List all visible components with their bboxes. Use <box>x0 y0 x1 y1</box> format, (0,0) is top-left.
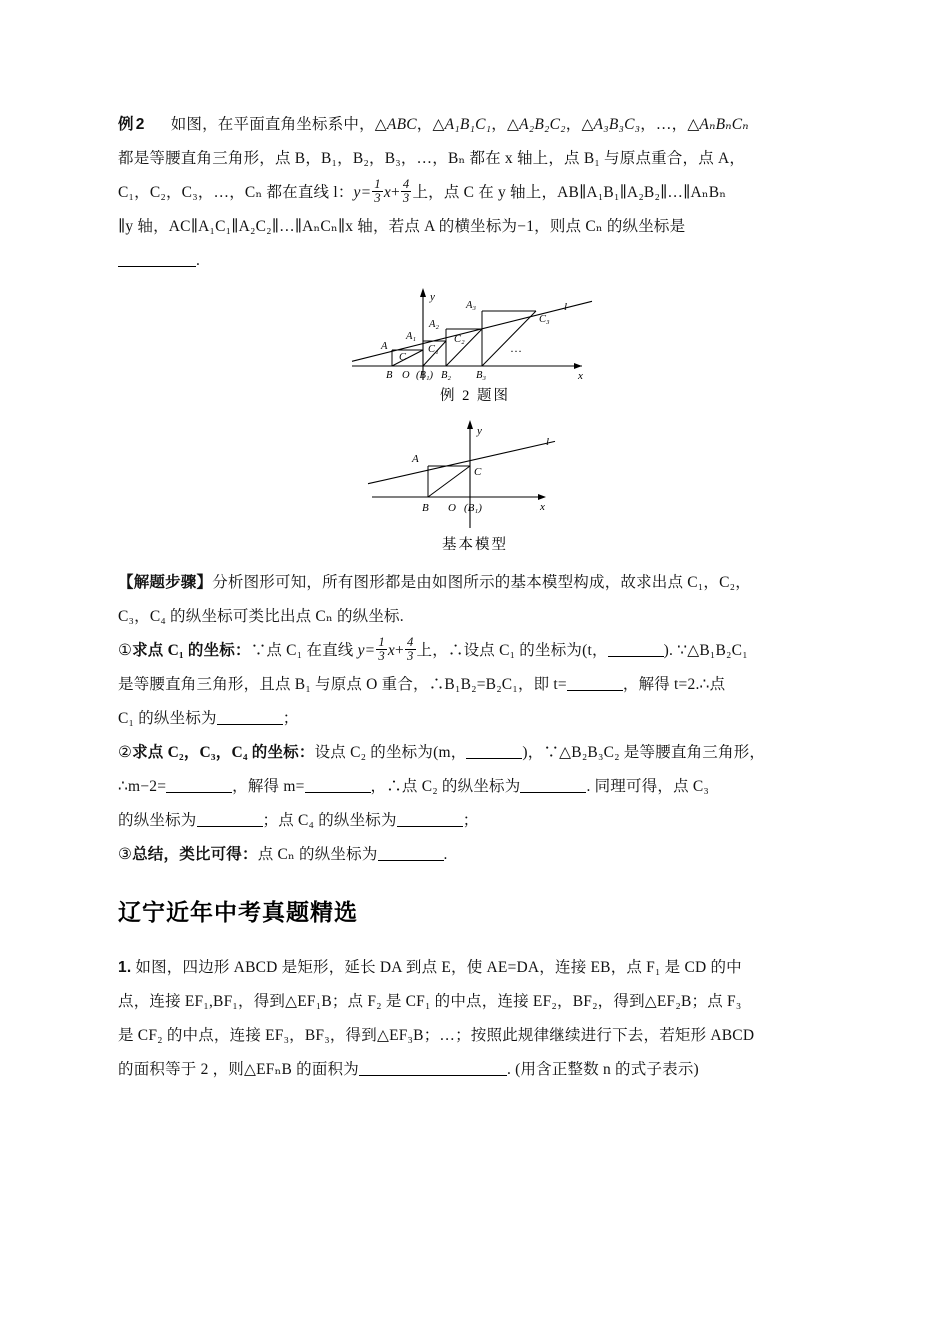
page-content <box>118 108 832 1087</box>
question-1-number: 1. <box>118 959 132 976</box>
frac-num: 4 <box>406 635 414 650</box>
step3-blank-1[interactable] <box>378 860 444 861</box>
sep-3: ， <box>565 116 582 133</box>
frac-num: 1 <box>374 177 381 192</box>
step-2-line2b: ，解得 m= <box>232 778 305 795</box>
fig1-label-l: l <box>564 301 568 313</box>
step-1-line3b: ； <box>282 710 299 727</box>
step-1-line2a: 是等腰直角三角形，且点 B₁ 与原点 O 重合，∴B₁B₂=B₂C₁，即 t= <box>118 676 567 693</box>
step-2-line2a: ∴m−2= <box>118 778 167 795</box>
step-2-marker: ② <box>118 744 133 761</box>
fig1-label-B2: B₂ <box>441 370 452 381</box>
frac-den: 3 <box>406 649 414 664</box>
triangle-a2b2c2: △A₂B₂C₂ <box>506 116 566 133</box>
example-line-3 <box>118 176 832 210</box>
step-2-title: 求点 C₂，C₃，C₄ 的坐标： <box>132 744 315 761</box>
question1-answer-blank[interactable] <box>359 1075 507 1076</box>
step-3-line-1 <box>118 838 832 872</box>
step-1-t1: ∵点 C₁ 在直线 <box>250 642 358 659</box>
fig1-label-x: x <box>578 370 583 382</box>
sep-2: ， <box>491 116 507 133</box>
figure-2-svg <box>350 413 600 533</box>
frac-num: 4 <box>402 177 410 192</box>
question-1-line4b: . (用含正整数 n 的式子表示) <box>506 1061 699 1078</box>
figure-2 <box>118 413 832 554</box>
step-2-line-2 <box>118 770 832 804</box>
fig1-dots: … <box>510 341 522 355</box>
solution-heading: 【解题步骤】 <box>118 574 213 591</box>
frac-den: 3 <box>378 649 385 664</box>
example-line1-text: 如图，在平面直角坐标系中， <box>170 116 375 133</box>
fig2-label-B: B <box>422 502 429 514</box>
fig1-label-B: B <box>386 370 393 381</box>
question-1-line1-text: 如图，四边形 ABCD 是矩形，延长 DA 到点 E，使 AE=DA，连接 EB，点 F₁ 是 CD 的中 <box>135 959 742 976</box>
example-line3-pre: C₁，C₂，C₃，…，Cₙ 都在直线 l： <box>118 184 354 201</box>
frac-den: 3 <box>374 191 381 206</box>
step-3-t1: 点 Cₙ 的纵坐标为 <box>257 846 378 863</box>
step-1-t3: ). ∵△B₁B₂C₁ <box>663 642 748 659</box>
triangle-anbncn: △AₙBₙCₙ <box>687 116 749 133</box>
step-2-line3a: 的纵坐标为 <box>118 812 197 829</box>
sep-5: ， <box>671 116 688 133</box>
step-1-line3a: C₁ 的纵坐标为 <box>118 710 217 727</box>
step2-blank-1[interactable] <box>466 758 522 759</box>
example-line-5 <box>118 244 832 278</box>
triangle-abc: △ABC <box>374 116 417 133</box>
step-2-t2: )，∵△B₂B₃C₂ 是等腰直角三角形， <box>522 744 766 761</box>
example-line-4: ∥y 轴，AC∥A₁C₁∥A₂C₂∥…∥AₙCₙ∥x 轴，若点 A 的横坐标为−1，则点 Cₙ 的纵坐标是 <box>118 218 686 235</box>
plus-sign: + <box>390 184 400 201</box>
example-label: 例 <box>118 116 134 133</box>
fraction-four-thirds <box>401 178 412 205</box>
step-2-line-1 <box>118 736 832 770</box>
fig1-label-B1: (B₁) <box>416 370 434 381</box>
fig1-label-C2: C₂ <box>454 334 465 345</box>
solution-intro-line-2: C₃，C₄ 的纵坐标可类比出点 Cₙ 的纵坐标. <box>118 608 404 625</box>
step-2-line2c: ，∴点 C₂ 的纵坐标为 <box>370 778 521 795</box>
triangle-a3b3c3: △A₃B₃C₃ <box>581 116 641 133</box>
solution-intro-line-1 <box>118 566 832 600</box>
question-1-line-3: 是 CF₂ 的中点，连接 EF₃，BF₃，得到△EF₃B；…；按照此规律继续进行下去，若矩形 ABCD <box>118 1027 755 1044</box>
step1-blank-1[interactable] <box>608 656 664 657</box>
step-3-marker: ③ <box>118 846 133 863</box>
example-line3-post: 上，点 C 在 y 轴上，AB∥A₁B₁∥A₂B₂∥…∥AₙBₙ <box>412 184 727 201</box>
fig2-label-y: y <box>477 425 482 437</box>
question-1-line-2: 点，连接 EF₁,BF₁，得到△EF₁B；点 F₂ 是 CF₁ 的中点，连接 EF₂，BF₂，得到△EF₂B；点 F₃ <box>118 993 742 1010</box>
fig1-label-A1: A₁ <box>406 331 417 342</box>
fig2-label-x: x <box>540 501 545 513</box>
step1-plus: + <box>394 642 404 659</box>
fig2-label-B1: (B₁) <box>464 502 482 514</box>
fig1-label-A: A <box>381 341 388 352</box>
figure-1 <box>118 282 832 405</box>
step-1-eq: y= <box>357 642 376 659</box>
question-1-line-1 <box>118 951 832 985</box>
fig1-label-C1: C₁ <box>428 344 439 355</box>
step-1-line-1 <box>118 634 832 668</box>
figure-2-canvas <box>118 413 832 533</box>
step2-blank-3[interactable] <box>305 792 371 793</box>
step-1-line-2 <box>118 668 832 702</box>
question-1-line-4 <box>118 1053 832 1087</box>
question-1-line4a: 的面积等于 2 ，则△EFₙB 的面积为 <box>118 1061 359 1078</box>
step-1-title: 求点 C₁ 的坐标： <box>132 642 251 659</box>
step1-var-x: x <box>387 642 395 659</box>
step2-blank-5[interactable] <box>197 826 263 827</box>
step2-blank-2[interactable] <box>166 792 232 793</box>
triangle-a1b1c1: △A₁B₁C₁ <box>432 116 492 133</box>
fig1-label-B3: B₃ <box>476 370 487 381</box>
fraction-one-third <box>372 178 383 205</box>
fig2-label-l: l <box>546 436 550 448</box>
step-2-line-3 <box>118 804 832 838</box>
fig1-label-A2: A₂ <box>429 319 440 330</box>
step-1-marker: ① <box>118 642 133 659</box>
fig2-label-A: A <box>412 453 419 465</box>
section-heading: 辽宁近年中考真题精选 <box>118 899 358 925</box>
step-2-line3c: ； <box>462 812 479 829</box>
step-1-line2b: ，解得 t=2.∴点 <box>622 676 726 693</box>
example-line-1 <box>118 108 832 142</box>
step-2-line2d: . 同理可得，点 C₃ <box>586 778 710 795</box>
period-1: . <box>196 252 201 269</box>
step-1-line-3 <box>118 702 832 736</box>
step-2-line3b: ；点 C₄ 的纵坐标为 <box>262 812 397 829</box>
frac-num: 1 <box>378 635 385 650</box>
variable-x: x <box>383 184 391 201</box>
fig1-label-C3: C₃ <box>539 314 550 325</box>
example-number: 2 <box>135 116 145 133</box>
step-3-title: 总结，类比可得： <box>132 846 258 863</box>
example-line-2: 都是等腰直角三角形，点 B，B₁，B₂，B₃，…，Bₙ 都在 x 轴上，点 B₁ 与原点重合，点 A， <box>118 150 746 167</box>
fig1-label-C: C <box>399 352 407 363</box>
step-1-t2: 上，∴设点 C₁ 的坐标为(t， <box>416 642 608 659</box>
step2-blank-6[interactable] <box>397 826 463 827</box>
ellipsis-1: … <box>655 116 672 133</box>
fig2-label-C: C <box>474 466 482 478</box>
step1-fraction-one-third <box>376 636 387 663</box>
step1-blank-3[interactable] <box>217 724 283 725</box>
step-2-t1: 设点 C₂ 的坐标为(m， <box>314 744 467 761</box>
fig2-label-O: O <box>448 502 456 514</box>
step1-fraction-four-thirds <box>405 636 416 663</box>
step-3-t2: . <box>443 846 448 863</box>
figure-1-svg <box>350 282 600 382</box>
fig1-label-y: y <box>430 291 435 303</box>
figure-1-caption: 例 2 题图 <box>440 388 510 404</box>
step1-blank-2[interactable] <box>567 690 623 691</box>
answer-blank-example[interactable] <box>118 266 196 267</box>
equation-y: y= <box>353 184 372 201</box>
figure-1-canvas <box>118 282 832 382</box>
sep-1: ， <box>416 116 433 133</box>
step2-blank-4[interactable] <box>520 792 586 793</box>
figure-2-caption: 基本模型 <box>442 537 508 553</box>
frac-den: 3 <box>402 191 410 206</box>
solution-intro-text: 分析图形可知，所有图形都是由如图所示的基本模型构成，故求出点 C₁，C₂， <box>212 574 751 591</box>
fig1-label-O: O <box>402 370 410 381</box>
fig1-label-A3: A₃ <box>466 300 477 311</box>
sep-4: ， <box>640 116 656 133</box>
